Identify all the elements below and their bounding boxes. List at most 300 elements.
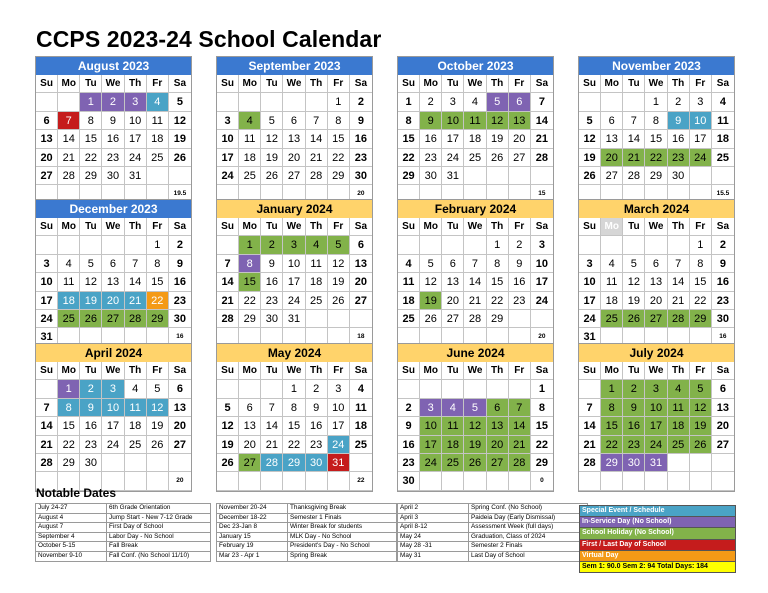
empty-cell — [579, 472, 601, 490]
weekday-header: Sa — [169, 75, 191, 93]
day-cell: 3 — [328, 380, 350, 398]
empty-cell — [623, 472, 645, 490]
notable-date: September 4 — [36, 532, 107, 542]
notable-date-row — [217, 513, 397, 523]
day-cell: 10 — [283, 255, 305, 273]
day-cell: 20 — [645, 292, 667, 310]
day-cell: 31 — [442, 167, 464, 185]
day-cell: 9 — [350, 112, 372, 130]
month-title: March 2024 — [579, 200, 734, 218]
day-cell: 1 — [398, 93, 420, 111]
day-cell: 23 — [80, 436, 102, 454]
weekday-header: Su — [398, 362, 420, 380]
day-cell: 14 — [306, 130, 328, 148]
day-cell: 21 — [125, 292, 147, 310]
day-cell: 22 — [328, 149, 350, 167]
empty-cell — [487, 380, 509, 398]
weekday-header: Sa — [712, 75, 734, 93]
day-cell: 28 — [125, 310, 147, 328]
day-cell: 9 — [306, 399, 328, 417]
day-cell: 8 — [147, 255, 169, 273]
instructional-days-total: 16 — [712, 328, 734, 346]
day-cell: 21 — [668, 292, 690, 310]
day-cell: 27 — [601, 167, 623, 185]
day-cell: 5 — [623, 255, 645, 273]
day-cell: 24 — [36, 310, 58, 328]
notable-date-row — [398, 504, 588, 514]
day-cell: 30 — [261, 310, 283, 328]
day-cell: 2 — [306, 380, 328, 398]
day-cell: 19 — [169, 130, 191, 148]
notable-event: Semester 2 Finals — [469, 542, 588, 552]
day-cell: 7 — [58, 112, 80, 130]
day-cell: 6 — [509, 93, 531, 111]
weekday-header: Tu — [623, 362, 645, 380]
weekday-header: Su — [36, 75, 58, 93]
instructional-days-total: 20 — [169, 472, 191, 490]
day-cell: 3 — [283, 236, 305, 254]
day-cell: 25 — [239, 167, 261, 185]
day-cell: 20 — [102, 292, 124, 310]
day-cell: 30 — [350, 167, 372, 185]
day-cell: 24 — [125, 149, 147, 167]
empty-cell — [601, 236, 623, 254]
weekday-header: Mo — [601, 218, 623, 236]
empty-cell — [487, 167, 509, 185]
day-cell: 14 — [217, 273, 239, 291]
day-cell: 24 — [328, 436, 350, 454]
day-cell: 16 — [668, 130, 690, 148]
month-february-2024 — [397, 199, 554, 348]
day-cell: 26 — [261, 167, 283, 185]
notable-date-row — [36, 513, 211, 523]
empty-cell — [668, 472, 690, 490]
day-cell: 27 — [442, 310, 464, 328]
day-cell: 1 — [487, 236, 509, 254]
empty-cell — [645, 472, 667, 490]
day-cell: 12 — [690, 399, 712, 417]
day-cell: 5 — [80, 255, 102, 273]
day-cell: 12 — [261, 130, 283, 148]
day-cell: 24 — [645, 436, 667, 454]
empty-cell — [601, 472, 623, 490]
notable-date-row — [36, 523, 211, 533]
day-cell: 5 — [169, 93, 191, 111]
day-cell: 26 — [623, 310, 645, 328]
day-cell: 29 — [147, 310, 169, 328]
notable-date-row — [217, 523, 397, 533]
day-cell: 10 — [645, 399, 667, 417]
day-cell: 8 — [80, 112, 102, 130]
empty-cell — [328, 472, 350, 490]
weekday-header: Su — [579, 218, 601, 236]
day-cell: 4 — [239, 112, 261, 130]
day-cell: 28 — [261, 454, 283, 472]
notable-date-row — [398, 513, 588, 523]
weekday-header: Th — [668, 75, 690, 93]
day-cell: 2 — [623, 380, 645, 398]
notable-event: Jump Start - New 7-12 Grade — [107, 513, 211, 523]
day-cell: 14 — [509, 417, 531, 435]
month-title: August 2023 — [36, 57, 191, 75]
day-cell: 8 — [487, 255, 509, 273]
day-cell: 17 — [102, 417, 124, 435]
notable-dates-title: Notable Dates — [36, 486, 117, 500]
day-cell: 11 — [147, 112, 169, 130]
day-cell: 19 — [80, 292, 102, 310]
day-cell: 2 — [712, 236, 734, 254]
day-cell: 4 — [712, 93, 734, 111]
day-cell: 4 — [398, 255, 420, 273]
day-cell: 21 — [261, 436, 283, 454]
day-cell: 2 — [261, 236, 283, 254]
day-cell: 17 — [328, 417, 350, 435]
day-cell: 8 — [645, 112, 667, 130]
notable-event: Semester 1 Finals — [288, 513, 397, 523]
day-cell: 16 — [420, 130, 442, 148]
day-cell: 7 — [623, 112, 645, 130]
day-cell: 27 — [102, 310, 124, 328]
weekday-header: Su — [398, 218, 420, 236]
day-cell: 2 — [509, 236, 531, 254]
day-cell: 3 — [36, 255, 58, 273]
empty-cell — [531, 310, 553, 328]
day-cell: 19 — [487, 130, 509, 148]
day-cell: 28 — [668, 310, 690, 328]
weekday-header: Sa — [350, 75, 372, 93]
day-cell: 5 — [147, 380, 169, 398]
day-cell: 27 — [350, 292, 372, 310]
day-cell: 30 — [420, 167, 442, 185]
instructional-days-total: 18 — [350, 328, 372, 346]
day-cell: 14 — [623, 130, 645, 148]
notable-date-row — [217, 504, 397, 514]
weekday-header: Mo — [58, 218, 80, 236]
day-cell: 20 — [283, 149, 305, 167]
weekday-header: Tu — [80, 75, 102, 93]
day-cell: 5 — [464, 399, 486, 417]
legend-item: Special Event / Schedule — [580, 506, 735, 517]
day-cell: 1 — [601, 380, 623, 398]
weekday-header: Fr — [690, 75, 712, 93]
instructional-days-total: 15 — [531, 185, 553, 203]
day-cell: 17 — [442, 130, 464, 148]
empty-cell — [217, 380, 239, 398]
empty-cell — [509, 310, 531, 328]
day-cell: 20 — [601, 149, 623, 167]
weekday-header: Tu — [261, 362, 283, 380]
empty-cell — [487, 472, 509, 490]
day-cell: 13 — [239, 417, 261, 435]
instructional-days-total — [712, 472, 734, 490]
notable-date: Mar 23 - Apr 1 — [217, 551, 288, 561]
day-cell: 18 — [350, 417, 372, 435]
day-cell: 30 — [398, 472, 420, 490]
weekday-header: We — [102, 362, 124, 380]
notable-event: First Day of School — [107, 523, 211, 533]
empty-cell — [623, 93, 645, 111]
day-cell: 9 — [668, 112, 690, 130]
notable-dates-table — [35, 503, 211, 562]
day-cell: 15 — [283, 417, 305, 435]
weekday-header: Th — [487, 75, 509, 93]
notable-date: April 8-12 — [398, 523, 469, 533]
day-cell: 11 — [442, 417, 464, 435]
day-cell: 13 — [36, 130, 58, 148]
day-cell: 6 — [712, 380, 734, 398]
empty-cell — [690, 167, 712, 185]
day-cell: 8 — [690, 255, 712, 273]
day-cell: 3 — [102, 380, 124, 398]
instructional-days-total: 20 — [350, 185, 372, 203]
day-cell: 13 — [712, 399, 734, 417]
day-cell: 8 — [398, 112, 420, 130]
day-cell: 14 — [668, 273, 690, 291]
day-cell: 20 — [350, 273, 372, 291]
month-title: November 2023 — [579, 57, 734, 75]
notable-date-row — [398, 542, 588, 552]
day-cell: 9 — [80, 399, 102, 417]
empty-cell — [645, 236, 667, 254]
day-cell: 1 — [80, 93, 102, 111]
day-cell: 10 — [125, 112, 147, 130]
weekday-header: Fr — [328, 218, 350, 236]
day-cell: 10 — [217, 130, 239, 148]
day-cell: 14 — [261, 417, 283, 435]
day-cell: 30 — [712, 310, 734, 328]
day-cell: 9 — [261, 255, 283, 273]
weekday-header: Sa — [350, 218, 372, 236]
day-cell: 3 — [420, 399, 442, 417]
day-cell: 15 — [80, 130, 102, 148]
day-cell: 15 — [398, 130, 420, 148]
day-cell: 9 — [169, 255, 191, 273]
day-cell: 18 — [239, 149, 261, 167]
empty-cell — [509, 380, 531, 398]
notable-event: Fall Conf. (No School 11/10) — [107, 551, 211, 561]
day-cell: 2 — [398, 399, 420, 417]
day-cell: 3 — [125, 93, 147, 111]
day-cell: 18 — [601, 292, 623, 310]
instructional-days-total: 15.5 — [712, 185, 734, 203]
day-cell: 17 — [36, 292, 58, 310]
day-cell: 21 — [623, 149, 645, 167]
day-cell: 30 — [668, 167, 690, 185]
weekday-header: Fr — [328, 75, 350, 93]
notable-event: Spring Conf. (No School) — [469, 504, 588, 514]
empty-cell — [125, 454, 147, 472]
day-cell: 20 — [169, 417, 191, 435]
day-cell: 13 — [601, 130, 623, 148]
month-title: September 2023 — [217, 57, 372, 75]
legend-item: School Holiday (No School) — [580, 528, 735, 539]
day-cell: 6 — [601, 112, 623, 130]
day-cell: 16 — [80, 417, 102, 435]
empty-cell — [442, 472, 464, 490]
weekday-header: Sa — [350, 362, 372, 380]
month-title: April 2024 — [36, 344, 191, 362]
day-cell: 15 — [487, 273, 509, 291]
empty-cell — [80, 236, 102, 254]
day-cell: 18 — [58, 292, 80, 310]
weekday-header: Tu — [442, 75, 464, 93]
month-september-2023 — [216, 56, 373, 205]
day-cell: 22 — [690, 292, 712, 310]
day-cell: 18 — [398, 292, 420, 310]
weekday-header: Su — [217, 362, 239, 380]
day-cell: 17 — [217, 149, 239, 167]
weekday-header: Mo — [420, 218, 442, 236]
day-cell: 18 — [712, 130, 734, 148]
day-cell: 15 — [531, 417, 553, 435]
day-cell: 7 — [261, 399, 283, 417]
empty-cell — [147, 167, 169, 185]
day-cell: 5 — [328, 236, 350, 254]
day-cell: 12 — [487, 112, 509, 130]
day-cell: 12 — [169, 112, 191, 130]
empty-cell — [690, 454, 712, 472]
day-cell: 12 — [420, 273, 442, 291]
notable-event: Assessment Week (full days) — [469, 523, 588, 533]
weekday-header: Su — [579, 362, 601, 380]
weekday-header: Mo — [601, 75, 623, 93]
day-cell: 16 — [509, 273, 531, 291]
weekday-header: Tu — [442, 218, 464, 236]
day-cell: 26 — [420, 310, 442, 328]
empty-cell — [464, 472, 486, 490]
day-cell: 17 — [420, 436, 442, 454]
day-cell: 19 — [217, 436, 239, 454]
weekday-header: Fr — [147, 362, 169, 380]
day-cell: 1 — [58, 380, 80, 398]
day-cell: 16 — [169, 273, 191, 291]
day-cell: 25 — [125, 436, 147, 454]
empty-cell — [328, 310, 350, 328]
notable-date-row — [398, 532, 588, 542]
month-title: October 2023 — [398, 57, 553, 75]
weekday-header: Tu — [442, 362, 464, 380]
legend-item: First / Last Day of School — [580, 540, 735, 551]
instructional-days-total: 19.5 — [169, 185, 191, 203]
day-cell: 4 — [350, 380, 372, 398]
day-cell: 25 — [464, 149, 486, 167]
weekday-header: Sa — [169, 218, 191, 236]
weekday-header: We — [102, 75, 124, 93]
instructional-days-total: 20 — [531, 328, 553, 346]
day-cell: 23 — [398, 454, 420, 472]
day-cell: 1 — [147, 236, 169, 254]
day-cell: 25 — [712, 149, 734, 167]
day-cell: 27 — [283, 167, 305, 185]
empty-cell — [464, 167, 486, 185]
day-cell: 29 — [487, 310, 509, 328]
empty-cell — [283, 93, 305, 111]
weekday-header: Mo — [420, 75, 442, 93]
instructional-days-total: 0 — [531, 472, 553, 490]
day-cell: 1 — [531, 380, 553, 398]
weekday-header: Mo — [239, 362, 261, 380]
day-cell: 9 — [509, 255, 531, 273]
day-cell: 4 — [147, 93, 169, 111]
weekday-header: Mo — [601, 362, 623, 380]
empty-cell — [36, 236, 58, 254]
page-title: CCPS 2023-24 School Calendar — [36, 26, 382, 52]
weekday-header: Fr — [147, 75, 169, 93]
day-cell: 20 — [36, 149, 58, 167]
day-cell: 30 — [306, 454, 328, 472]
notable-date: May 28 -31 — [398, 542, 469, 552]
day-cell: 6 — [350, 236, 372, 254]
weekday-header: Th — [306, 362, 328, 380]
notable-date-row — [217, 551, 397, 561]
day-cell: 21 — [579, 436, 601, 454]
day-cell: 8 — [283, 399, 305, 417]
day-cell: 5 — [487, 93, 509, 111]
day-cell: 19 — [261, 149, 283, 167]
day-cell: 20 — [712, 417, 734, 435]
day-cell: 7 — [464, 255, 486, 273]
day-cell: 24 — [217, 167, 239, 185]
empty-cell — [217, 472, 239, 490]
day-cell: 21 — [531, 130, 553, 148]
day-cell: 13 — [645, 273, 667, 291]
day-cell: 16 — [261, 273, 283, 291]
month-january-2024 — [216, 199, 373, 348]
day-cell: 26 — [147, 436, 169, 454]
weekday-header: Th — [125, 218, 147, 236]
weekday-header: Th — [487, 218, 509, 236]
day-cell: 6 — [169, 380, 191, 398]
day-cell: 29 — [328, 167, 350, 185]
notable-date-row — [36, 504, 211, 514]
day-cell: 20 — [442, 292, 464, 310]
day-cell: 22 — [601, 436, 623, 454]
empty-cell — [147, 454, 169, 472]
notable-date: January 15 — [217, 532, 288, 542]
day-cell: 11 — [668, 399, 690, 417]
day-cell: 23 — [420, 149, 442, 167]
day-cell: 13 — [509, 112, 531, 130]
weekday-header: Sa — [531, 218, 553, 236]
empty-cell — [217, 236, 239, 254]
day-cell: 11 — [464, 112, 486, 130]
weekday-header: Mo — [420, 362, 442, 380]
day-cell: 9 — [102, 112, 124, 130]
empty-cell — [306, 310, 328, 328]
day-cell: 22 — [239, 292, 261, 310]
day-cell: 14 — [464, 273, 486, 291]
month-may-2024 — [216, 343, 373, 492]
day-cell: 22 — [58, 436, 80, 454]
empty-cell — [147, 472, 169, 490]
day-cell: 11 — [125, 399, 147, 417]
day-cell: 29 — [239, 310, 261, 328]
day-cell: 10 — [102, 399, 124, 417]
day-cell: 7 — [531, 93, 553, 111]
day-cell: 16 — [350, 130, 372, 148]
notable-date: December 18-22 — [217, 513, 288, 523]
notable-date: November 20-24 — [217, 504, 288, 514]
day-cell: 15 — [601, 417, 623, 435]
day-cell: 8 — [58, 399, 80, 417]
empty-cell — [58, 93, 80, 111]
day-cell: 17 — [283, 273, 305, 291]
notable-event: Spring Break — [288, 551, 397, 561]
day-cell: 9 — [420, 112, 442, 130]
weekday-header: We — [464, 362, 486, 380]
day-cell: 22 — [487, 292, 509, 310]
day-cell: 19 — [623, 292, 645, 310]
